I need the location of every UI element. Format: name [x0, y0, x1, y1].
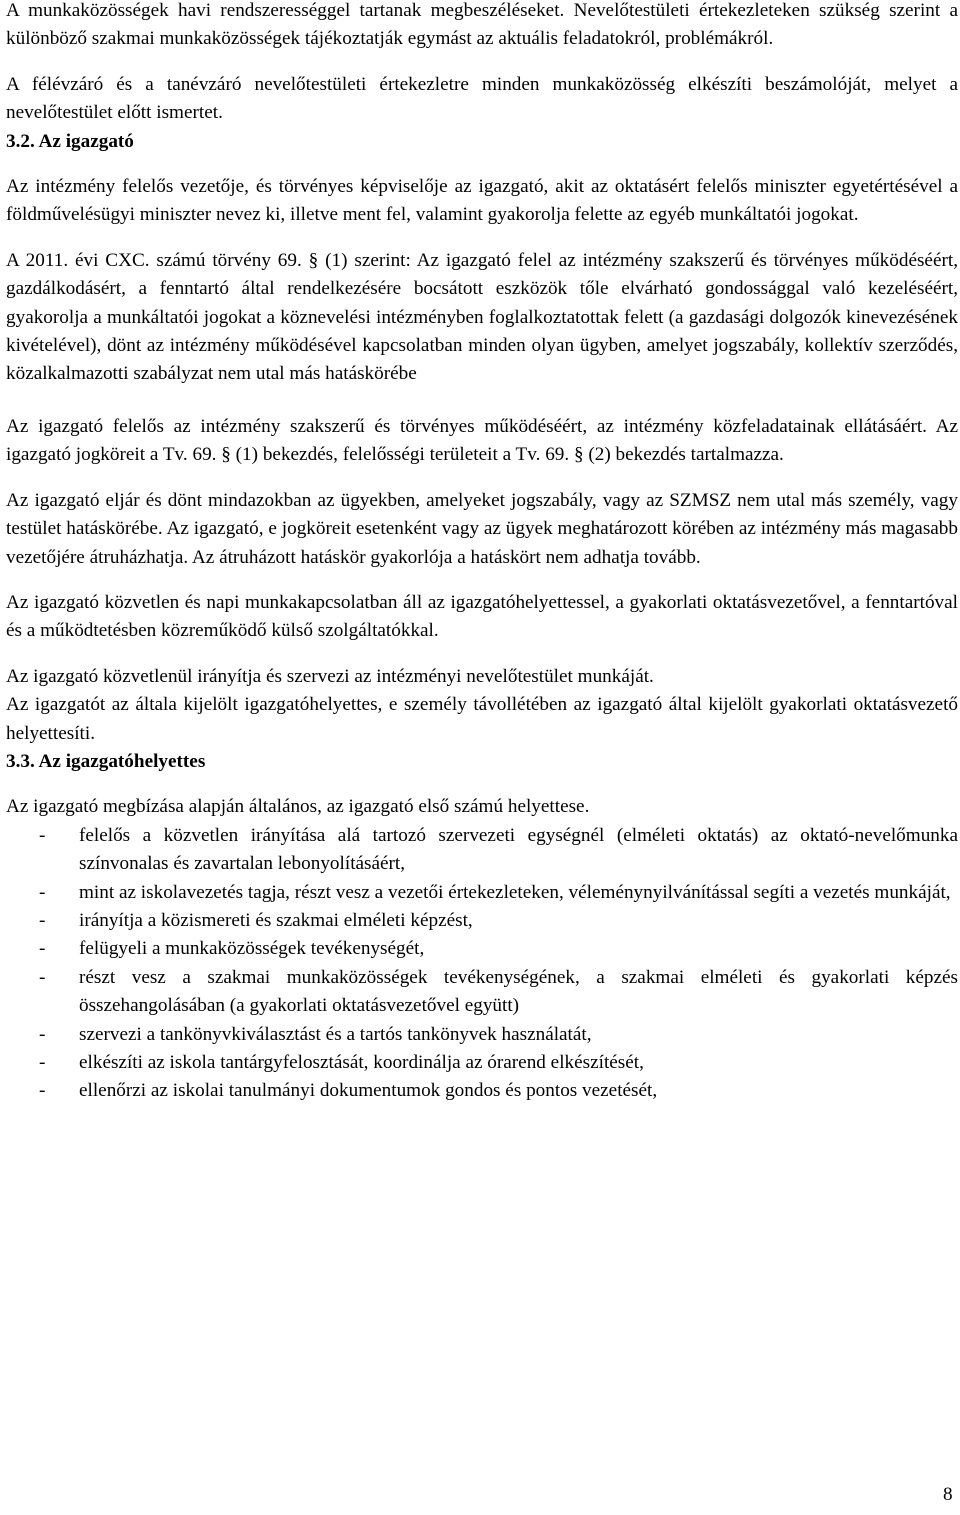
- paragraph-director-role: Az intézmény felelős vezetője, és törvényes képviselője az igazgató, akit az oktatásért felelős miniszter egyetértésével a földművelésügyi miniszter nevez ki, illetve ment fel, valamint gyakorolja felette az egyéb munkáltatói jogokat.: [6, 176, 958, 226]
- list-item: [6, 907, 958, 935]
- paragraph-law-reference: A 2011. évi CXC. számú törvény 69. § (1) szerint: Az igazgató felel az intézmény szakszerű és törvényes működéséért, gazdálkodásért, a fenntartó által rendelkezésére bocsátott eszközök tőle elvárható gondossággal való kezeléséért, gyakorolja a munkáltatói jogokat a köznevelési intézményben foglalkoztatottak felett (a gazdasági dolgozók kinevezésének kivételével), dönt az intézmény működésével kapcsolatban minden olyan ügyben, amelyet jogszabály, kollektív szerződés, közalkalmazotti szabályzat nem utal más hatáskörébe: [6, 249, 958, 385]
- paragraph-meetings: A munkaközösségek havi rendszerességgel tartanak megbeszéléseket. Nevelőtestületi értekezleteken szükség szerint a különböző szakmai munkaközösségek tájékoztatják egymást az aktuális feladatokról, problémákról.: [6, 0, 958, 50]
- document-page: [6, 0, 958, 1106]
- section-heading-3-2: 3.2. Az igazgató: [6, 130, 134, 152]
- list-dash: -: [39, 1023, 46, 1045]
- list-item-text: felügyeli a munkaközösségek tevékenységét,: [79, 938, 425, 960]
- list-dash: -: [39, 1052, 46, 1073]
- paragraph-director-leads: Az igazgató közvetlenül irányítja és szervezi az intézményi nevelőtestület munkáját.: [6, 665, 654, 687]
- list-item-text: mint az iskolavezetés tagja, részt vesz a vezetői értekezleteken, véleménynyilvánítással segíti a vezetés munkáját,: [79, 881, 951, 903]
- paragraph-director-authority: Az igazgató eljár és dönt mindazokban az ügyekben, amelyeket jogszabály, vagy az SZMSZ nem utal más személy, vagy testület hatáskörébe. Az igazgató, e jogköreit esetenként vagy az ügyek meghatározott körében az intézmény más magasabb vezetőjére átruházhatja. Az átruházott hatáskör gyakorlója a hatáskört nem adhatja tovább.: [6, 489, 958, 568]
- paragraph-director-deputy: Az igazgatót az általa kijelölt igazgatóhelyettes, e személy távollétében az igazgató által kijelölt gyakorlati oktatásvezető helyettesíti.: [6, 694, 958, 744]
- paragraph-director-responsibility: Az igazgató felelős az intézmény szakszerű és törvényes működéséért, az intézmény közfeladatainak ellátásáért. Az igazgató jogköreit a Tv. 69. § (1) bekezdés, felelősségi területeit a Tv. 69. § (2) bekezdés tartalmazza.: [6, 415, 958, 466]
- list-item: [6, 935, 958, 963]
- list-item: [6, 1049, 958, 1077]
- list-dash: -: [39, 938, 46, 960]
- list-dash: -: [39, 966, 46, 988]
- list-item: [6, 879, 958, 907]
- paragraph-reports: A félévzáró és a tanévzáró nevelőtestületi értekezletre minden munkaközösség elkészíti beszámolóját, melyet a nevelőtestület előtt ismertet.: [6, 73, 958, 124]
- paragraph-deputy-intro: Az igazgató megbízása alapján általános, az igazgató első számú helyettese.: [6, 796, 590, 818]
- list-dash: -: [39, 909, 46, 931]
- list-item-text: elkészíti az iskola tantárgyfelosztását, koordinálja az órarend elkészítését,: [79, 1052, 644, 1073]
- list-item: [6, 964, 958, 1021]
- list-item: [6, 1077, 958, 1105]
- list-item-text: ellenőrzi az iskolai tanulmányi dokumentumok gondos és pontos vezetését,: [79, 1080, 658, 1102]
- list-item-text: irányítja a közismereti és szakmai elméleti képzést,: [79, 909, 473, 931]
- list-item-text: szervezi a tankönyvkiválasztást és a tartós tankönyvek használatát,: [79, 1023, 592, 1045]
- list-dash: -: [39, 1080, 46, 1102]
- list-item-text: felelős a közvetlen irányítása alá tartozó szervezeti egységnél (elméleti oktatás) az oktató-nevelőmunka színvonalas és zavartalan lebonyolításáért,: [79, 824, 958, 875]
- list-item: [6, 1021, 958, 1049]
- list-dash: -: [39, 824, 46, 846]
- section-heading-3-3: 3.3. Az igazgatóhelyettes: [6, 750, 206, 772]
- deputy-duties-list: [6, 822, 958, 1106]
- list-dash: -: [39, 881, 46, 903]
- list-item-text: részt vesz a szakmai munkaközösségek tevékenységének, a szakmai elméleti és gyakorlati képzés összehangolásában (a gyakorlati oktatásvezetővel együtt): [79, 966, 958, 1017]
- page-number: 8: [943, 1484, 953, 1505]
- paragraph-director-relations: Az igazgató közvetlen és napi munkakapcsolatban áll az igazgatóhelyettessel, a gyakorlati oktatásvezetővel, a fenntartóval és a működtetésben közreműködő külső szolgáltatókkal.: [6, 591, 958, 642]
- list-item: [6, 822, 958, 879]
